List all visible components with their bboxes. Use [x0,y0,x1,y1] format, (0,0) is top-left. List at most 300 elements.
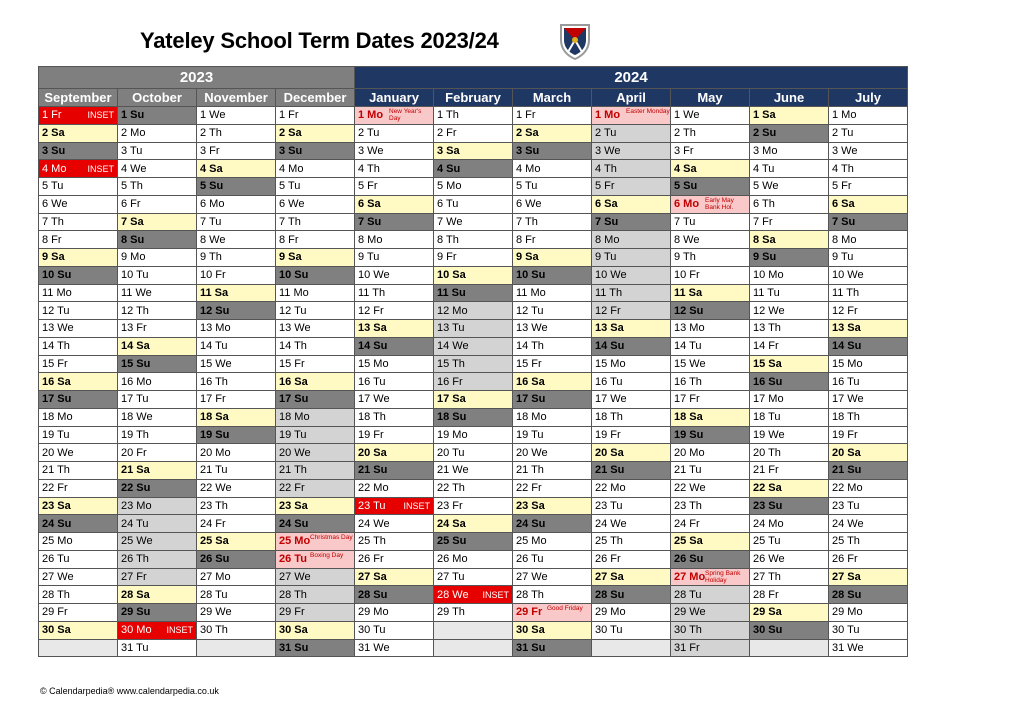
day-label: 17 We [358,393,390,406]
day-label: 23 Sa [516,499,545,512]
day-cell [118,142,197,160]
day-cell [197,408,276,426]
day-label: 20 Mo [200,446,231,459]
day-label: 6 Mo [674,198,700,211]
day-label: 2 Sa [279,127,302,140]
day-label: 3 Su [279,144,303,157]
day-label: 30 Th [674,624,702,637]
calendar-row [39,639,908,657]
day-cell [829,391,908,409]
day-label: 28 We [437,588,469,601]
day-cell [592,178,671,196]
day-cell [355,586,434,604]
day-label: 17 Sa [437,393,466,406]
day-label: 16 Tu [358,375,386,388]
day-label: 22 Mo [832,482,863,495]
day-label: 17 We [595,393,627,406]
day-cell [592,550,671,568]
day-cell [671,249,750,267]
day-label: 24 Su [279,517,309,530]
day-label: 21 Su [358,464,388,477]
month-header: June [750,89,829,107]
day-cell [750,124,829,142]
day-label: 12 Fr [358,304,384,317]
day-label: 22 Th [437,482,465,495]
day-label: 29 Mo [595,606,626,619]
day-label: 28 Th [42,588,70,601]
day-cell [829,231,908,249]
day-cell [39,195,118,213]
day-label: 25 Mo [279,535,311,548]
day-cell [671,497,750,515]
calendar-row [39,231,908,249]
day-label: 2 Th [674,127,696,140]
day-label: 2 Mo [121,127,146,140]
day-label: 24 We [358,517,390,530]
day-label: 23 Fr [437,499,463,512]
day-cell [276,337,355,355]
day-label: 26 We [753,553,785,566]
day-label: 8 We [674,233,700,246]
day-label: 16 Sa [42,375,71,388]
day-label: 12 We [753,304,785,317]
day-label: 25 Mo [516,535,547,548]
day-label: 4 Mo [279,162,304,175]
day-cell [750,355,829,373]
day-label: 13 Sa [832,322,861,335]
day-cell [197,107,276,125]
day-label: 28 Tu [200,588,228,601]
day-label: 23 Tu [358,499,386,512]
day-cell [276,444,355,462]
day-cell [197,320,276,338]
day-cell [39,213,118,231]
day-label: 5 Tu [516,180,538,193]
calendar-row [39,373,908,391]
empty-cell [592,639,671,657]
day-cell [434,515,513,533]
day-label: 8 Fr [42,233,62,246]
day-label: 7 Fr [753,215,773,228]
day-label: 21 Th [516,464,544,477]
day-cell [118,515,197,533]
day-cell [750,533,829,551]
day-label: 27 We [516,570,548,583]
day-label: 28 Su [358,588,388,601]
day-cell [750,479,829,497]
day-cell [39,621,118,639]
day-cell [671,550,750,568]
day-cell [118,621,197,639]
day-label: 19 Su [674,428,704,441]
day-cell [197,604,276,622]
day-label: 2 Sa [42,127,65,140]
day-label: 15 Th [437,357,465,370]
day-cell [592,462,671,480]
day-label: 12 Fr [595,304,621,317]
day-cell [39,568,118,586]
day-label: 28 Th [279,588,307,601]
day-label: 25 Th [358,535,386,548]
day-label: 8 We [200,233,226,246]
day-label: 1 Th [437,109,459,122]
day-label: 12 Th [121,304,149,317]
day-cell [118,107,197,125]
calendar-row [39,391,908,409]
day-cell [750,266,829,284]
day-label: 14 Th [279,340,307,353]
day-cell [197,550,276,568]
day-cell [276,284,355,302]
day-cell [829,355,908,373]
day-label: 21 Fr [753,464,779,477]
day-cell [829,408,908,426]
day-label: 17 Tu [121,393,149,406]
empty-cell [434,639,513,657]
day-cell [355,550,434,568]
day-cell [39,320,118,338]
day-label: 18 We [121,411,153,424]
day-label: 9 Tu [595,251,617,264]
day-label: 18 Mo [279,411,310,424]
day-cell [829,320,908,338]
day-cell [276,497,355,515]
calendar-row [39,213,908,231]
day-label: 6 Mo [200,198,225,211]
day-cell [197,497,276,515]
day-label: 3 Fr [200,144,220,157]
day-label: 21 Tu [674,464,702,477]
day-label: 8 Fr [279,233,299,246]
day-cell [671,586,750,604]
day-label: 15 Mo [832,357,863,370]
day-label: 9 Sa [42,251,65,264]
day-label: 16 Mo [121,375,152,388]
day-cell [434,266,513,284]
day-cell [276,586,355,604]
day-cell [829,515,908,533]
day-label: 4 Su [437,162,461,175]
day-cell [671,621,750,639]
day-cell [197,391,276,409]
inset-day-label: INSET [87,110,114,121]
day-cell [829,479,908,497]
day-label: 6 Th [753,198,775,211]
day-label: 14 Th [42,340,70,353]
day-cell [118,178,197,196]
day-label: 2 Tu [358,127,380,140]
month-header: October [118,89,197,107]
day-cell [592,408,671,426]
day-cell [513,639,592,657]
day-label: 19 Mo [437,428,468,441]
day-label: 12 Tu [279,304,307,317]
day-cell [592,621,671,639]
day-label: 5 Mo [437,180,462,193]
day-cell [276,462,355,480]
day-cell [592,515,671,533]
day-label: 16 Th [200,375,228,388]
day-label: 30 Sa [279,624,308,637]
day-label: 1 Mo [832,109,857,122]
day-label: 27 Fr [121,570,147,583]
day-label: 29 Th [437,606,465,619]
day-label: 22 We [674,482,706,495]
day-label: 19 Tu [42,428,70,441]
day-label: 23 Tu [595,499,623,512]
day-cell [276,195,355,213]
day-cell [829,337,908,355]
calendar-row [39,497,908,515]
day-label: 8 Su [121,233,145,246]
day-cell [750,515,829,533]
day-label: 31 Fr [674,641,700,654]
day-label: 30 Th [200,624,228,637]
day-label: 1 Fr [42,109,62,122]
day-cell [829,550,908,568]
calendar-row [39,178,908,196]
day-label: 31 Tu [121,641,149,654]
day-cell [592,266,671,284]
day-cell [513,408,592,426]
day-cell [750,178,829,196]
day-label: 26 Mo [437,553,468,566]
day-label: 8 Fr [516,233,536,246]
day-cell [355,302,434,320]
day-cell [592,337,671,355]
day-cell [434,337,513,355]
day-label: 8 Mo [595,233,620,246]
day-label: 10 Su [516,269,546,282]
day-label: 25 Sa [200,535,229,548]
day-cell [39,444,118,462]
day-label: 27 We [279,570,311,583]
day-cell [118,249,197,267]
day-cell [829,160,908,178]
day-cell [197,479,276,497]
day-label: 19 Tu [279,428,307,441]
day-label: 25 Sa [674,535,703,548]
day-cell [513,337,592,355]
day-cell [592,533,671,551]
day-cell [671,142,750,160]
day-cell [355,497,434,515]
day-cell [39,337,118,355]
day-cell [118,337,197,355]
day-cell [276,515,355,533]
day-cell [671,426,750,444]
day-cell [592,124,671,142]
day-label: 12 Mo [437,304,468,317]
day-cell [671,355,750,373]
day-label: 16 Tu [832,375,860,388]
day-cell [829,462,908,480]
day-label: 30 Tu [358,624,386,637]
day-cell [592,320,671,338]
day-cell [39,142,118,160]
calendar-row [39,550,908,568]
day-label: 21 Sa [121,464,150,477]
day-label: 29 Mo [358,606,389,619]
day-cell [197,124,276,142]
day-cell [592,284,671,302]
day-cell [513,550,592,568]
day-label: 15 We [674,357,706,370]
day-label: 22 Fr [42,482,68,495]
day-cell [513,462,592,480]
calendar-row [39,355,908,373]
day-cell [197,160,276,178]
school-crest-logo [558,22,592,60]
day-cell [118,124,197,142]
calendar-row [39,266,908,284]
day-label: 1 Fr [279,109,299,122]
day-label: 27 Sa [595,570,624,583]
day-cell [276,213,355,231]
day-cell [118,639,197,657]
day-cell [197,142,276,160]
day-cell [355,462,434,480]
day-cell [118,479,197,497]
day-cell [355,639,434,657]
day-label: 22 Fr [279,482,305,495]
day-label: 25 Su [437,535,467,548]
day-label: 22 Su [121,482,151,495]
day-label: 7 Th [516,215,538,228]
day-label: 26 Tu [279,553,307,566]
day-label: 11 Mo [516,286,546,299]
day-cell [513,586,592,604]
day-label: 5 Su [200,180,224,193]
day-label: 19 Fr [595,428,621,441]
day-cell [355,408,434,426]
holiday-name: Spring Bank Holiday [705,569,741,584]
calendar-row [39,302,908,320]
day-label: 2 Su [753,127,777,140]
day-cell [592,195,671,213]
day-label: 3 Mo [753,144,778,157]
day-label: 24 Fr [674,517,700,530]
day-cell [276,621,355,639]
day-cell [434,408,513,426]
empty-cell [39,639,118,657]
day-cell [355,621,434,639]
day-label: 1 Su [121,109,145,122]
day-cell [39,391,118,409]
day-cell [829,249,908,267]
day-cell [671,320,750,338]
day-cell [118,213,197,231]
day-label: 16 Sa [279,375,308,388]
day-label: 29 Sa [753,606,782,619]
day-cell [355,444,434,462]
day-cell [750,373,829,391]
day-cell [750,284,829,302]
day-label: 14 Tu [200,340,228,353]
day-cell [197,533,276,551]
day-label: 14 Tu [674,340,702,353]
calendar-row [39,604,908,622]
day-cell [276,533,355,551]
day-label: 6 Sa [832,198,855,211]
day-cell [39,462,118,480]
holiday-name: New Year's Day [389,108,422,122]
day-cell [592,160,671,178]
day-label: 2 Fr [437,127,457,140]
day-label: 7 Th [42,215,64,228]
day-label: 20 We [279,446,311,459]
day-label: 11 Su [437,286,466,299]
day-cell [355,231,434,249]
day-cell [276,142,355,160]
day-label: 3 We [595,144,621,157]
day-cell [750,391,829,409]
day-cell [750,337,829,355]
day-cell [750,462,829,480]
calendar-row [39,621,908,639]
day-label: 14 Fr [753,340,779,353]
day-cell [513,302,592,320]
calendar-row [39,337,908,355]
day-label: 2 Tu [832,127,854,140]
day-cell [39,124,118,142]
day-label: 26 Fr [358,553,384,566]
day-label: 24 Su [516,517,546,530]
day-label: 28 Tu [674,588,702,601]
day-cell [750,444,829,462]
day-label: 3 We [358,144,384,157]
day-cell [39,107,118,125]
day-label: 7 Sa [121,215,144,228]
day-cell [276,550,355,568]
day-cell [829,142,908,160]
day-cell [355,355,434,373]
day-cell [592,355,671,373]
calendar-row [39,142,908,160]
day-label: 4 Mo [42,162,67,175]
day-cell [671,391,750,409]
day-label: 13 Sa [595,322,624,335]
day-cell [434,302,513,320]
day-label: 3 We [832,144,858,157]
day-cell [118,266,197,284]
day-label: 25 Th [832,535,860,548]
day-cell [829,178,908,196]
day-label: 13 Fr [121,322,147,335]
day-cell [434,391,513,409]
day-label: 29 Fr [516,606,543,619]
calendar-row [39,533,908,551]
inset-day-label: INSET [482,589,509,600]
inset-day-label: INSET [403,500,430,511]
day-label: 20 Mo [674,446,705,459]
day-cell [276,408,355,426]
day-cell [434,355,513,373]
day-cell [197,426,276,444]
day-cell [434,373,513,391]
day-cell [592,497,671,515]
day-cell [39,302,118,320]
day-label: 5 Su [674,180,698,193]
day-cell [276,231,355,249]
day-cell [829,568,908,586]
day-label: 9 Sa [279,251,302,264]
day-cell [355,284,434,302]
day-label: 6 We [516,198,542,211]
day-cell [829,284,908,302]
day-cell [513,568,592,586]
day-cell [750,160,829,178]
